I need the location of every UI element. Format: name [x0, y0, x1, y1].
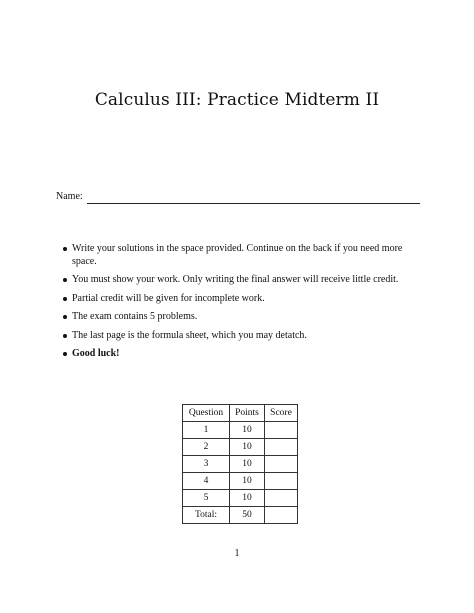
question-cell: 2 — [183, 439, 230, 456]
bullet-icon — [63, 334, 67, 338]
column-header-points: Points — [230, 405, 265, 422]
column-header-question: Question — [183, 405, 230, 422]
name-blank-line[interactable] — [87, 193, 420, 204]
instruction-item — [60, 274, 420, 287]
points-cell: 10 — [230, 456, 265, 473]
points-cell: 10 — [230, 490, 265, 507]
score-cell[interactable] — [265, 439, 298, 456]
question-cell: 5 — [183, 490, 230, 507]
bullet-icon — [63, 247, 67, 251]
table-row — [183, 490, 298, 507]
score-cell[interactable] — [265, 456, 298, 473]
name-field-row — [56, 190, 420, 204]
instruction-text: Write your solutions in the space provided. Continue on the back if you need more space. — [72, 243, 403, 267]
page-number: 1 — [234, 548, 240, 559]
points-cell: 10 — [230, 422, 265, 439]
instruction-text: You must show your work. Only writing the final answer will receive little credit. — [72, 274, 399, 285]
bullet-icon — [63, 278, 67, 282]
score-table-header-row — [183, 405, 298, 422]
table-row — [183, 422, 298, 439]
instruction-item — [60, 243, 420, 268]
instruction-item-good-luck — [60, 348, 420, 361]
instruction-item — [60, 311, 420, 324]
total-score-cell[interactable] — [265, 507, 298, 524]
total-points-cell: 50 — [230, 507, 265, 524]
total-label-cell: Total: — [183, 507, 230, 524]
instruction-text: Partial credit will be given for incomplete work. — [72, 292, 265, 304]
score-table — [182, 404, 298, 524]
table-row — [183, 473, 298, 490]
instruction-text: The exam contains 5 problems. — [72, 311, 198, 322]
bullet-icon — [63, 297, 67, 301]
instructions-list — [60, 243, 420, 367]
name-label: Name: — [56, 191, 83, 202]
score-cell[interactable] — [265, 473, 298, 490]
instruction-item — [60, 293, 420, 306]
bullet-icon — [63, 315, 67, 319]
question-cell: 3 — [183, 456, 230, 473]
page-title: Calculus III: Practice Midterm II — [94, 90, 380, 110]
table-row — [183, 456, 298, 473]
instruction-text: The last page is the formula sheet, which you may detatch. — [72, 329, 307, 341]
score-cell[interactable] — [265, 422, 298, 439]
table-row-total — [183, 507, 298, 524]
instruction-text: Good luck! — [72, 348, 120, 359]
instruction-item — [60, 330, 420, 343]
points-cell: 10 — [230, 473, 265, 490]
bullet-icon — [63, 352, 67, 356]
column-header-score: Score — [265, 405, 298, 422]
table-row — [183, 439, 298, 456]
question-cell: 4 — [183, 473, 230, 490]
question-cell: 1 — [183, 422, 230, 439]
points-cell: 10 — [230, 439, 265, 456]
score-cell[interactable] — [265, 490, 298, 507]
